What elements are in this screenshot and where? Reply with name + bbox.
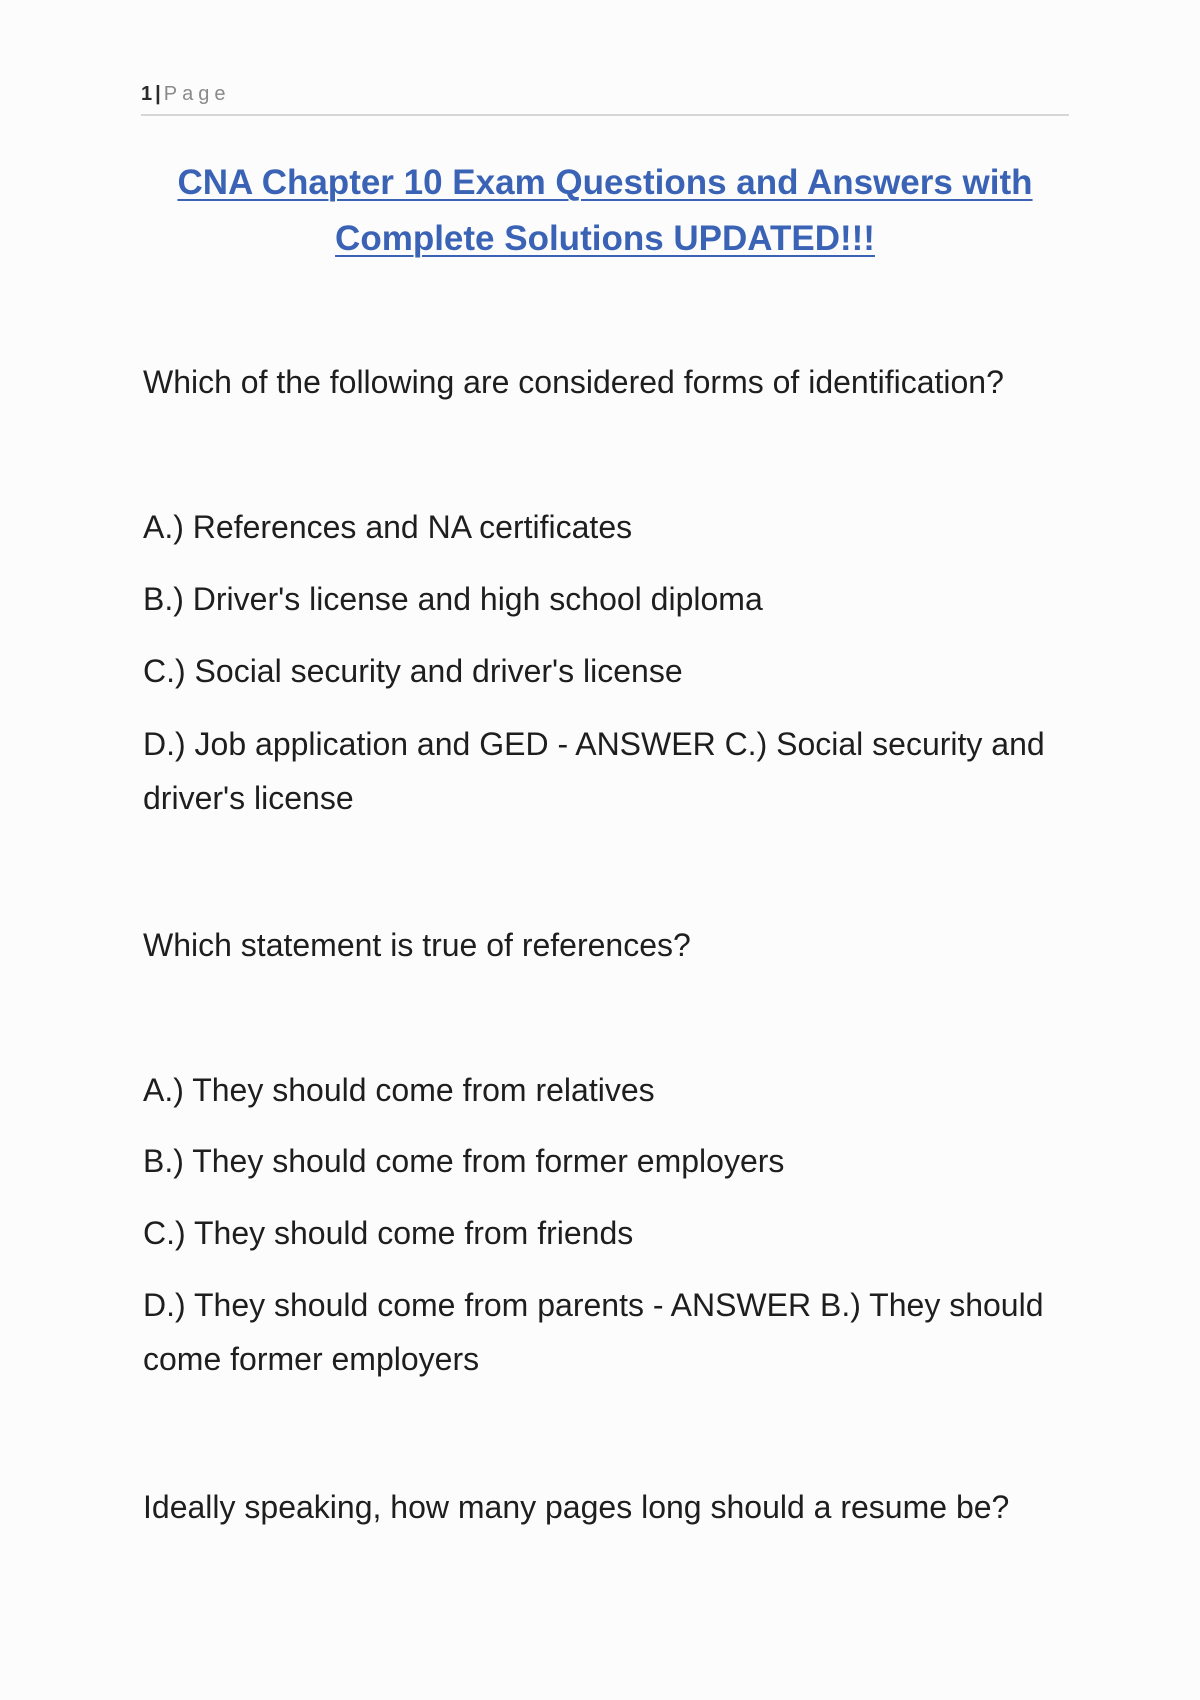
question-1-option-d-answer: D.) Job application and GED - ANSWER C.) Social security and driver's license xyxy=(143,726,1045,816)
question-2-option-a: A.) They should come from relatives xyxy=(143,1072,655,1108)
document-title: CNA Chapter 10 Exam Questions and Answers with Complete Solutions UPDATED!!! xyxy=(177,163,1033,258)
page-word: Page xyxy=(163,83,231,105)
page-separator: | xyxy=(155,83,161,105)
question-2-text: Which statement is true of references? xyxy=(143,927,691,963)
question-2-option-b: B.) They should come from former employers xyxy=(143,1143,785,1179)
page-header xyxy=(141,80,1069,116)
page-number-label xyxy=(141,80,230,108)
question-1-option-b: B.) Driver's license and high school diploma xyxy=(143,581,763,617)
question-1-text: Which of the following are considered forms of identification? xyxy=(143,364,1004,400)
question-3-text: Ideally speaking, how many pages long should a resume be? xyxy=(143,1489,1010,1525)
question-1-option-c: C.) Social security and driver's license xyxy=(143,653,683,689)
page-number: 1 xyxy=(141,83,153,105)
question-2-option-c: C.) They should come from friends xyxy=(143,1215,634,1251)
question-1-option-a: A.) References and NA certificates xyxy=(143,509,633,545)
question-2-option-d-answer: D.) They should come from parents - ANSWER B.) They should come former employers xyxy=(143,1287,1044,1377)
